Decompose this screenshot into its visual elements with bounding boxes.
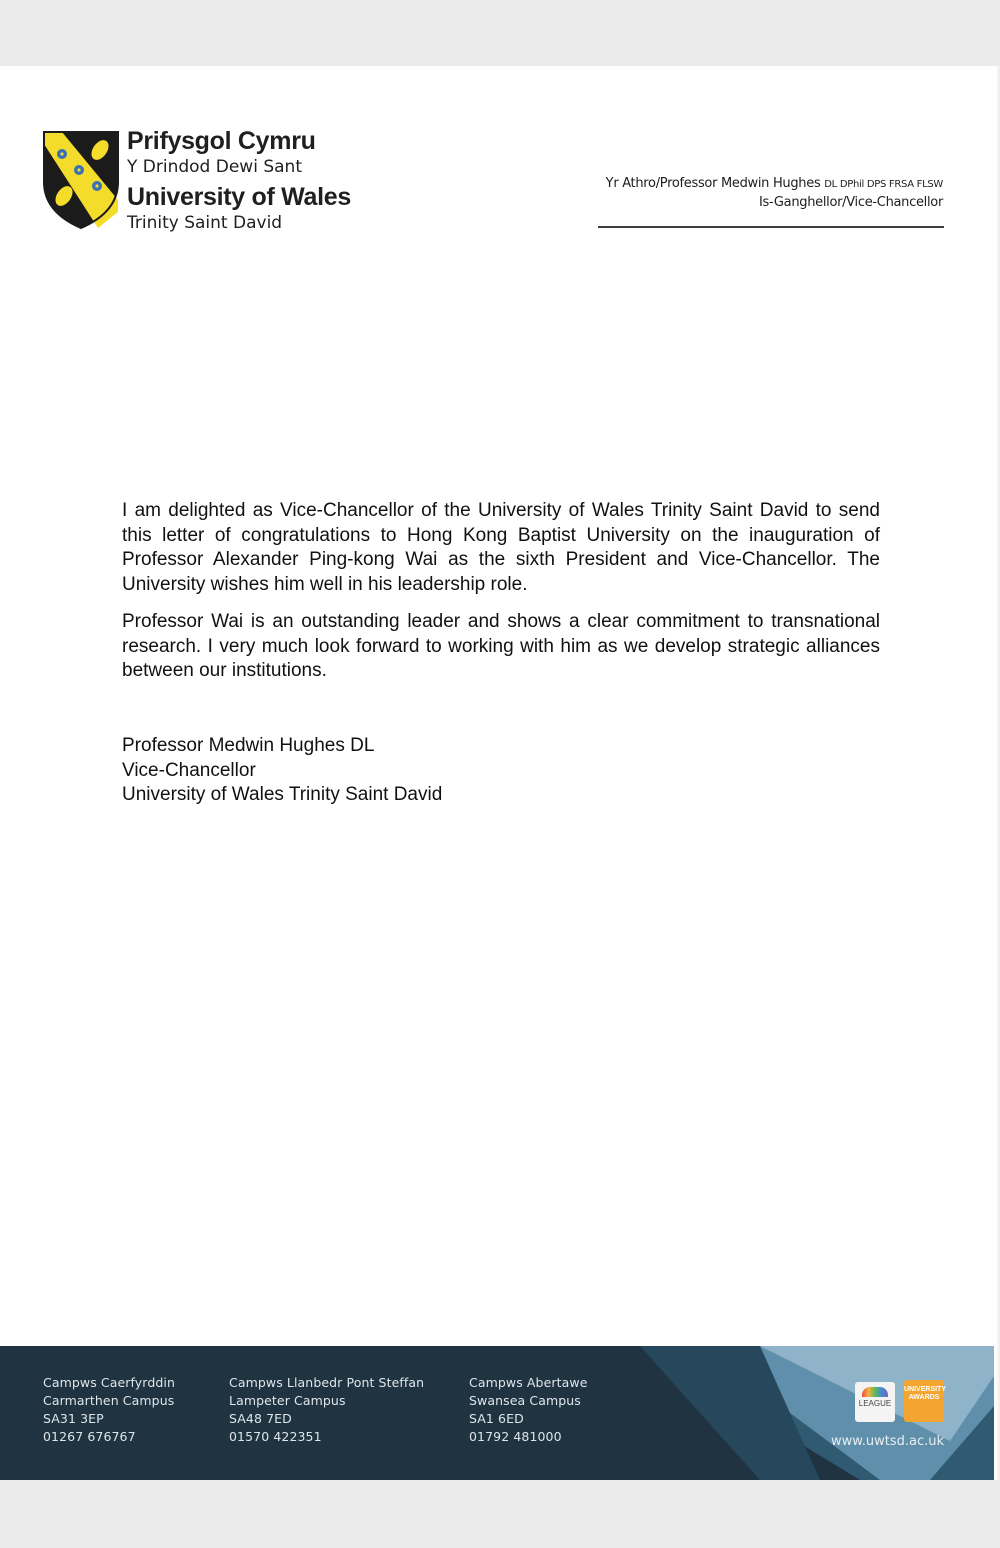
officer-postnominals: DL DPhil DPS FRSA FLSW (824, 179, 943, 190)
campus-postcode: SA48 7ED (229, 1411, 292, 1426)
letter-body (122, 499, 880, 697)
signatory-institution: University of Wales Trinity Saint David (122, 784, 443, 805)
campus-english-name: Swansea Campus (469, 1393, 581, 1408)
website-link[interactable]: www.uwtsd.ac.uk (831, 1434, 944, 1449)
campus-swansea (469, 1374, 588, 1446)
campus-phone: 01792 481000 (469, 1429, 562, 1444)
campus-lampeter (229, 1374, 424, 1446)
english-name: University of Wales (127, 183, 351, 211)
league-badge-label: LEAGUE (858, 1399, 892, 1408)
campus-english-name: Lampeter Campus (229, 1393, 346, 1408)
campus-welsh-name: Campws Llanbedr Pont Steffan (229, 1375, 425, 1390)
campus-phone: 01267 676767 (43, 1429, 136, 1444)
awards-badge-label: UNIVERSITY AWARDS (904, 1386, 947, 1401)
campus-welsh-name: Campws Abertawe (469, 1375, 588, 1390)
campus-carmarthen (43, 1374, 175, 1446)
awards-badge-icon (904, 1380, 947, 1422)
campus-english-name: Carmarthen Campus (43, 1393, 175, 1408)
university-crest-icon (42, 130, 120, 230)
campus-welsh-name: Campws Caerfyrddin (43, 1375, 175, 1390)
footer-band (0, 1346, 994, 1480)
league-badge-icon (855, 1382, 895, 1422)
signature-block (122, 734, 442, 808)
letterhead-rule (598, 226, 944, 228)
campus-postcode: SA1 6ED (469, 1411, 524, 1426)
officer-name: Yr Athro/Professor Medwin Hughes (605, 176, 821, 191)
english-subtitle: Trinity Saint David (127, 213, 283, 233)
campus-postcode: SA31 3EP (43, 1411, 104, 1426)
university-wordmark (127, 126, 351, 235)
welsh-subtitle: Y Drindod Dewi Sant (127, 157, 302, 177)
campus-phone: 01570 422351 (229, 1429, 322, 1444)
letter-page (0, 66, 1000, 1480)
officer-title: Is-Ganghellor/Vice-Chancellor (759, 195, 943, 210)
signatory-title: Vice-Chancellor (122, 759, 256, 781)
letter-paragraph: I am delighted as Vice-Chancellor of the University of Wales Trinity Saint David to send this letter of congratulations to Hong Kong Baptist University on the inauguration of Professor Alexander Ping-kong Wai as the sixth President and Vice-Chancellor. The University wishes him well in his leadership role. (122, 500, 880, 595)
welsh-name: Prifysgol Cymru (127, 127, 316, 155)
letterhead-officer (606, 175, 943, 212)
letter-paragraph: Professor Wai is an outstanding leader and shows a clear commitment to transnational research. I very much look forward to working with him as we develop strategic alliances between our institutions. (122, 611, 880, 681)
signatory-name: Professor Medwin Hughes DL (122, 735, 375, 756)
page-edge-shadow (996, 66, 1000, 1480)
